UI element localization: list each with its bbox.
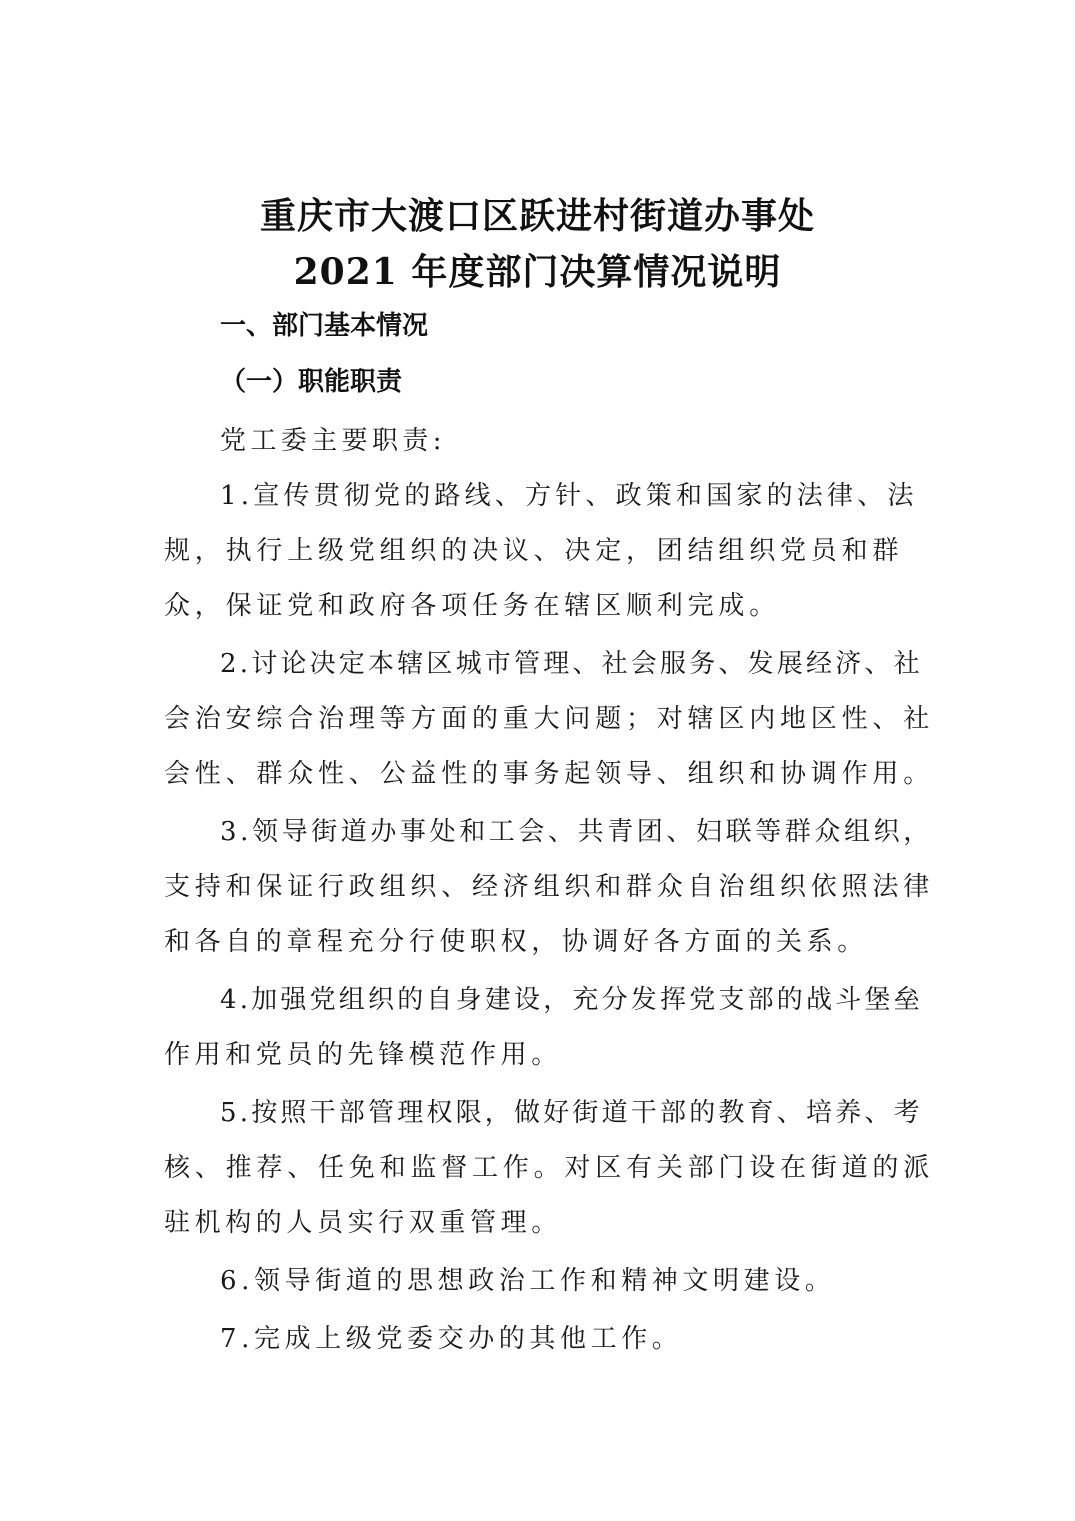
duty-item-1-line-3: 众，保证党和政府各项任务在辖区顺利完成。 bbox=[164, 591, 781, 621]
section-heading: 一、部门基本情况 bbox=[220, 311, 429, 341]
duty-item-4-line-2: 作用和党员的先锋模范作用。 bbox=[164, 1040, 562, 1070]
duty-item-5-line-3: 驻机构的人员实行双重管理。 bbox=[164, 1208, 562, 1238]
duty-item-1-line-1: 1.宣传贯彻党的路线、方针、政策和国家的法律、法 bbox=[220, 481, 918, 511]
duty-item-2-line-1: 2.讨论决定本辖区城市管理、社会服务、发展经济、社 bbox=[220, 649, 923, 679]
duty-item-6-line-1: 6.领导街道的思想政治工作和精神文明建设。 bbox=[220, 1266, 836, 1296]
duty-item-5-line-1: 5.按照干部管理权限，做好街道干部的教育、培养、考 bbox=[220, 1098, 923, 1128]
duty-item-2-line-2: 会治安综合治理等方面的重大问题；对辖区内地区性、社 bbox=[164, 704, 935, 734]
duty-item-7-line-1: 7.完成上级党委交办的其他工作。 bbox=[220, 1324, 683, 1354]
duty-item-4-line-1: 4.加强党组织的自身建设，充分发挥党支部的战斗堡垒 bbox=[220, 985, 923, 1015]
duty-item-2-line-3: 会性、群众性、公益性的事务起领导、组织和协调作用。 bbox=[164, 759, 935, 789]
document-title-line-2: 2021 年度部门决算情况说明 bbox=[293, 251, 782, 293]
document-title-line-1: 重庆市大渡口区跃进村街道办事处 bbox=[259, 195, 815, 237]
duty-item-3-line-3: 和各自的章程充分行使职权，协调好各方面的关系。 bbox=[164, 927, 868, 957]
intro-text: 党工委主要职责: bbox=[220, 426, 446, 456]
duty-item-3-line-1: 3.领导街道办事处和工会、共青团、妇联等群众组织， bbox=[220, 817, 933, 847]
duty-item-5-line-2: 核、推荐、任免和监督工作。对区有关部门设在街道的派 bbox=[164, 1153, 935, 1183]
duty-item-3-line-2: 支持和保证行政组织、经济组织和群众自治组织依照法律 bbox=[164, 872, 935, 902]
duty-item-1-line-2: 规，执行上级党组织的决议、决定，团结组织党员和群 bbox=[164, 536, 904, 566]
subsection-heading: （一）职能职责 bbox=[220, 367, 403, 397]
